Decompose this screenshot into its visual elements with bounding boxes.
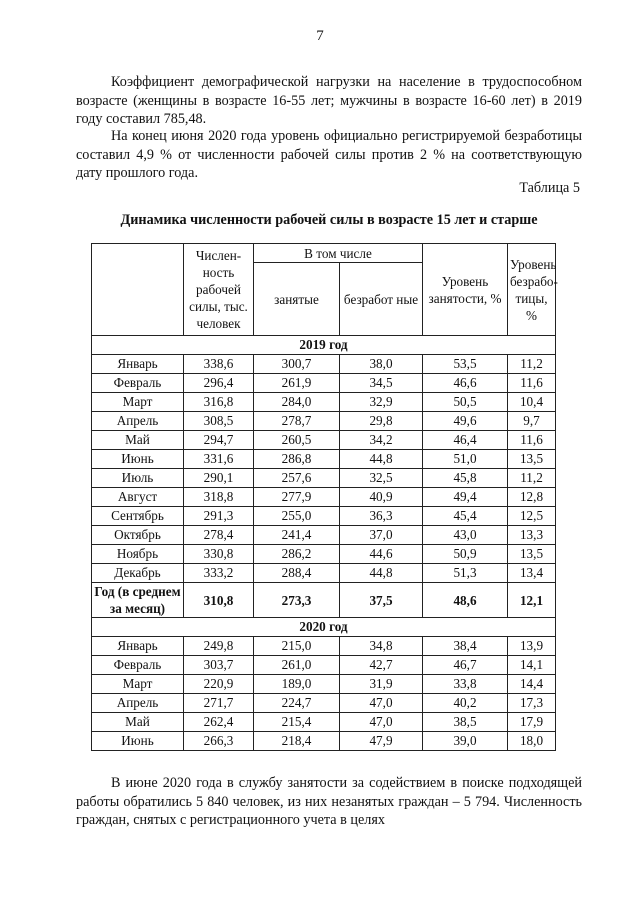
cell-emp-rate: 48,6 xyxy=(423,583,508,618)
table-row xyxy=(92,431,556,450)
header-labor-force: Числен-ность рабочей силы, тыс. человек xyxy=(184,244,254,336)
table-row xyxy=(92,469,556,488)
cell-labor: 290,1 xyxy=(184,469,254,488)
cell-unemp-rate: 11,2 xyxy=(508,469,556,488)
cell-unemp: 37,5 xyxy=(340,583,423,618)
cell-unemp-rate: 13,9 xyxy=(508,637,556,656)
cell-emp: 257,6 xyxy=(254,469,340,488)
cell-labor: 338,6 xyxy=(184,355,254,374)
cell-unemp: 38,0 xyxy=(340,355,423,374)
cell-labor: 294,7 xyxy=(184,431,254,450)
cell-labor: 310,8 xyxy=(184,583,254,618)
cell-unemp-rate: 18,0 xyxy=(508,732,556,751)
table-row xyxy=(92,507,556,526)
cell-unemp-rate: 10,4 xyxy=(508,393,556,412)
header-employment-rate: Уровень занятости, % xyxy=(423,244,508,336)
cell-unemp: 47,9 xyxy=(340,732,423,751)
cell-labor: 303,7 xyxy=(184,656,254,675)
cell-emp: 300,7 xyxy=(254,355,340,374)
table-row xyxy=(92,675,556,694)
cell-unemp: 44,8 xyxy=(340,564,423,583)
cell-labor: 330,8 xyxy=(184,545,254,564)
cell-unemp-rate: 12,5 xyxy=(508,507,556,526)
cell-labor: 266,3 xyxy=(184,732,254,751)
cell-emp: 284,0 xyxy=(254,393,340,412)
cell-emp-rate: 49,6 xyxy=(423,412,508,431)
table-row xyxy=(92,526,556,545)
cell-labor: 220,9 xyxy=(184,675,254,694)
cell-emp-rate: 51,3 xyxy=(423,564,508,583)
cell-month: Май xyxy=(92,713,184,732)
cell-unemp-rate: 13,5 xyxy=(508,450,556,469)
cell-emp-rate: 46,6 xyxy=(423,374,508,393)
cell-emp-rate: 50,9 xyxy=(423,545,508,564)
cell-month: Апрель xyxy=(92,412,184,431)
cell-unemp-rate: 13,5 xyxy=(508,545,556,564)
cell-unemp: 32,5 xyxy=(340,469,423,488)
table-row xyxy=(92,656,556,675)
cell-unemp-rate: 11,6 xyxy=(508,431,556,450)
cell-month: Июнь xyxy=(92,732,184,751)
cell-unemp: 44,8 xyxy=(340,450,423,469)
cell-unemp: 34,5 xyxy=(340,374,423,393)
cell-unemp-rate: 9,7 xyxy=(508,412,556,431)
cell-month: Март xyxy=(92,393,184,412)
cell-emp: 288,4 xyxy=(254,564,340,583)
table-title: Динамика численности рабочей силы в возрасте 15 лет и старше xyxy=(120,212,538,228)
page-number: 7 xyxy=(316,28,324,44)
cell-unemp-rate: 13,3 xyxy=(508,526,556,545)
header-month xyxy=(92,244,184,336)
table-label: Таблица 5 xyxy=(519,180,580,196)
paragraph-employment-service: В июне 2020 года в службу занятости за содействием в поиске подходящей работы обратились 5 840 человек, из них незанятых граждан – 5 794. Численность граждан, снятых с регистрационного учета в целях xyxy=(76,775,582,829)
cell-unemp-rate: 11,6 xyxy=(508,374,556,393)
table-row xyxy=(92,713,556,732)
cell-emp-rate: 53,5 xyxy=(423,355,508,374)
cell-month: Июнь xyxy=(92,450,184,469)
cell-emp-rate: 45,4 xyxy=(423,507,508,526)
cell-emp-rate: 39,0 xyxy=(423,732,508,751)
header-employed: занятые xyxy=(254,263,340,336)
cell-month: Июль xyxy=(92,469,184,488)
cell-unemp-rate: 17,9 xyxy=(508,713,556,732)
table-row xyxy=(92,732,556,751)
cell-unemp: 34,2 xyxy=(340,431,423,450)
year-row xyxy=(92,618,556,637)
cell-labor: 271,7 xyxy=(184,694,254,713)
cell-emp-rate: 49,4 xyxy=(423,488,508,507)
cell-emp-rate: 51,0 xyxy=(423,450,508,469)
cell-unemp: 32,9 xyxy=(340,393,423,412)
cell-month: Август xyxy=(92,488,184,507)
cell-unemp-rate: 12,8 xyxy=(508,488,556,507)
cell-unemp-rate: 11,2 xyxy=(508,355,556,374)
table-row xyxy=(92,355,556,374)
cell-unemp: 40,9 xyxy=(340,488,423,507)
table-row xyxy=(92,488,556,507)
cell-emp: 286,2 xyxy=(254,545,340,564)
paragraph-unemployment: На конец июня 2020 года уровень официально регистрируемой безработицы составил 4,9 % от численности рабочей силы против 2 % на соответствующую дату прошлого года. xyxy=(76,128,582,182)
header-unemployment-rate: Уровень безрабо-тицы, % xyxy=(508,244,556,336)
cell-emp: 273,3 xyxy=(254,583,340,618)
cell-emp: 261,9 xyxy=(254,374,340,393)
cell-month: Март xyxy=(92,675,184,694)
cell-month: Сентябрь xyxy=(92,507,184,526)
cell-unemp: 44,6 xyxy=(340,545,423,564)
cell-emp-rate: 43,0 xyxy=(423,526,508,545)
cell-emp-rate: 38,5 xyxy=(423,713,508,732)
cell-labor: 296,4 xyxy=(184,374,254,393)
cell-emp-rate: 45,8 xyxy=(423,469,508,488)
cell-emp: 218,4 xyxy=(254,732,340,751)
cell-emp-rate: 33,8 xyxy=(423,675,508,694)
table-row xyxy=(92,637,556,656)
cell-labor: 291,3 xyxy=(184,507,254,526)
cell-emp: 241,4 xyxy=(254,526,340,545)
cell-labor: 262,4 xyxy=(184,713,254,732)
cell-emp: 215,4 xyxy=(254,713,340,732)
table-row xyxy=(92,393,556,412)
cell-labor: 249,8 xyxy=(184,637,254,656)
cell-month: Ноябрь xyxy=(92,545,184,564)
table-row xyxy=(92,583,556,618)
cell-emp-rate: 46,4 xyxy=(423,431,508,450)
table-row xyxy=(92,374,556,393)
cell-emp: 189,0 xyxy=(254,675,340,694)
table-row xyxy=(92,412,556,431)
cell-emp-rate: 50,5 xyxy=(423,393,508,412)
cell-emp: 224,7 xyxy=(254,694,340,713)
cell-unemp: 34,8 xyxy=(340,637,423,656)
cell-emp: 286,8 xyxy=(254,450,340,469)
cell-month: Февраль xyxy=(92,656,184,675)
table-row xyxy=(92,545,556,564)
cell-month: Октябрь xyxy=(92,526,184,545)
cell-labor: 333,2 xyxy=(184,564,254,583)
cell-labor: 308,5 xyxy=(184,412,254,431)
cell-unemp-rate: 14,1 xyxy=(508,656,556,675)
header-including: В том числе xyxy=(254,244,423,263)
paragraph-dependency-ratio: Коэффициент демографической нагрузки на население в трудоспособном возрасте (женщины в возрасте 16-55 лет; мужчины в возрасте 16-60 лет) в 2019 году составил 785,48. xyxy=(76,74,582,128)
cell-month: Январь xyxy=(92,637,184,656)
cell-unemp-rate: 17,3 xyxy=(508,694,556,713)
cell-labor: 331,6 xyxy=(184,450,254,469)
cell-unemp: 47,0 xyxy=(340,694,423,713)
cell-unemp-rate: 14,4 xyxy=(508,675,556,694)
cell-emp: 260,5 xyxy=(254,431,340,450)
year-label: 2019 год xyxy=(92,336,556,355)
cell-emp: 255,0 xyxy=(254,507,340,526)
cell-labor: 318,8 xyxy=(184,488,254,507)
cell-unemp: 36,3 xyxy=(340,507,423,526)
cell-unemp-rate: 13,4 xyxy=(508,564,556,583)
cell-unemp: 47,0 xyxy=(340,713,423,732)
table-row xyxy=(92,450,556,469)
cell-unemp: 37,0 xyxy=(340,526,423,545)
cell-month: Год (в среднем за месяц) xyxy=(92,583,184,618)
cell-unemp: 29,8 xyxy=(340,412,423,431)
cell-emp: 261,0 xyxy=(254,656,340,675)
cell-emp-rate: 40,2 xyxy=(423,694,508,713)
year-row xyxy=(92,336,556,355)
table-row xyxy=(92,694,556,713)
cell-emp: 278,7 xyxy=(254,412,340,431)
header-unemployed: безработ ные xyxy=(340,263,423,336)
cell-emp-rate: 46,7 xyxy=(423,656,508,675)
cell-unemp: 42,7 xyxy=(340,656,423,675)
cell-unemp-rate: 12,1 xyxy=(508,583,556,618)
cell-emp: 277,9 xyxy=(254,488,340,507)
cell-emp-rate: 38,4 xyxy=(423,637,508,656)
cell-month: Апрель xyxy=(92,694,184,713)
cell-labor: 316,8 xyxy=(184,393,254,412)
cell-emp: 215,0 xyxy=(254,637,340,656)
cell-month: Январь xyxy=(92,355,184,374)
cell-month: Май xyxy=(92,431,184,450)
labor-force-table xyxy=(91,243,556,751)
table-row xyxy=(92,564,556,583)
cell-unemp: 31,9 xyxy=(340,675,423,694)
cell-month: Декабрь xyxy=(92,564,184,583)
cell-labor: 278,4 xyxy=(184,526,254,545)
cell-month: Февраль xyxy=(92,374,184,393)
year-label: 2020 год xyxy=(92,618,556,637)
